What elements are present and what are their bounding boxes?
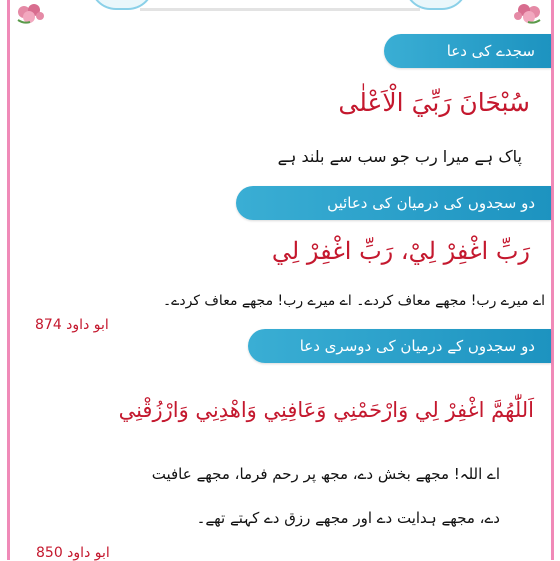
arabic-dua: رَبِّ اغْفِرْ لِيْ، رَبِّ اغْفِرْ لِي: [271, 237, 530, 265]
urdu-translation-line2: دے، مجھے ہدایت دے اور مجھے رزق دے کہتے تھے۔: [196, 509, 500, 527]
hadith-reference: ابو داود 874: [35, 317, 109, 333]
top-divider: [140, 8, 420, 11]
section-heading-text: دو سجدوں کی درمیان کی دعائیں: [327, 194, 535, 212]
left-border: [7, 0, 10, 560]
urdu-translation: پاک ہے میرا رب جو سب سے بلند ہے: [277, 147, 522, 166]
urdu-translation: اے میرے رب! مجھے معاف کردے۔ اے میرے رب! مجھے معاف کردے۔: [162, 293, 545, 309]
arabic-dua: سُبْحَانَ رَبِّيَ الْاَعْلٰى: [338, 88, 530, 117]
flower-corner-icon: [510, 0, 544, 26]
urdu-translation-line1: اے اللہ! مجھے بخش دے، مجھ پر رحم فرما، مجھے عافیت: [151, 465, 500, 483]
section-heading-between-sajdas: [236, 186, 551, 220]
hadith-reference: ابو داود 850: [36, 545, 110, 561]
section-heading-sujood: [384, 34, 551, 68]
section-heading-second-dua: [248, 329, 551, 363]
section-heading-text: سجدے کی دعا: [446, 42, 535, 60]
arabic-dua: اَللّٰهُمَّ اغْفِرْ لِي وَارْحَمْنِي وَعَافِنِي وَاهْدِنِي وَارْزُقْنِي: [118, 398, 534, 422]
section-heading-text: دو سجدوں کے درمیان کی دوسری دعا: [299, 337, 535, 355]
right-border: [551, 0, 554, 560]
flower-corner-icon: [14, 0, 48, 26]
